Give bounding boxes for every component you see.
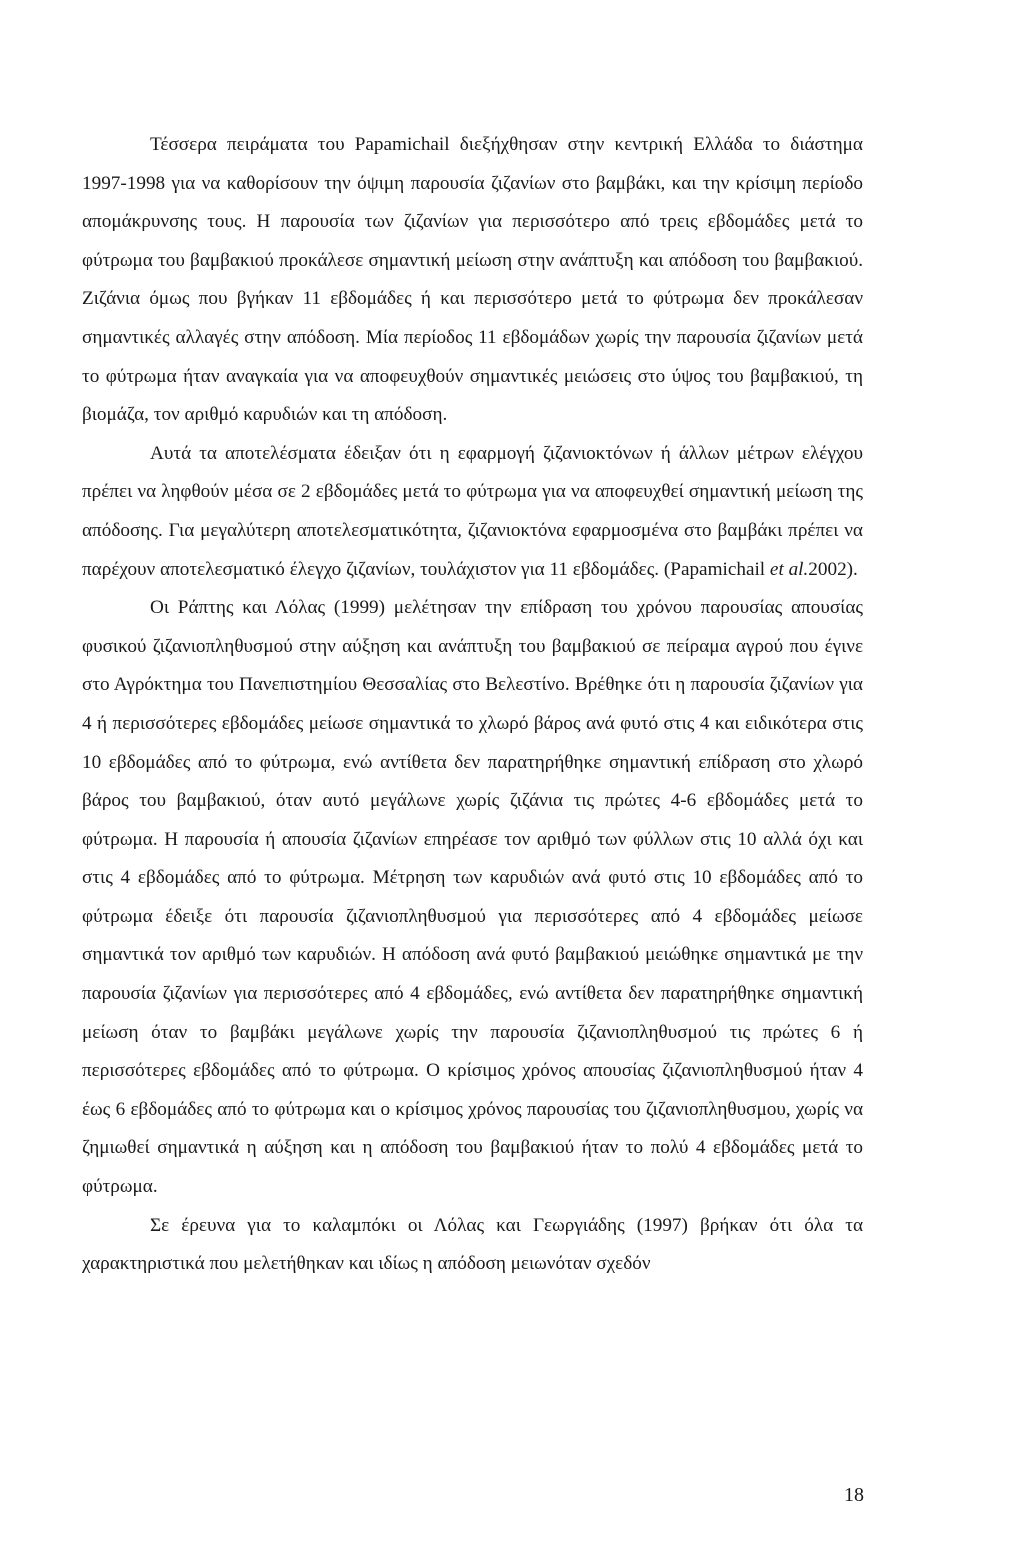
paragraph-text: Οι Ράπτης και Λόλας (1999) μελέτησαν την επίδραση του χρόνου παρουσίας απουσίας φυσικού ζιζανιοπληθυσμού στην αύξηση και ανάπτυξη του βαμβακιού σε πείραμα αγρού που έγινε στο Αγρόκτημα του Πανεπιστημίου Θεσσαλίας στο Βελεστίνο. Βρέθηκε ότι η παρουσία ζιζανίων για 4 ή περισσότερες εβδομάδες μείωσε σημαντικά το χλωρό βάρος ανά φυτό στις 4 και ειδικότερα στις 10 εβδομάδες από το φύτρωμα, ενώ αντίθετα δεν παρατηρήθηκε σημαντική επίδραση στο χλωρό βάρος του βαμβακιού, όταν αυτό μεγάλωνε χωρίς ζιζάνια τις πρώτες 4-6 εβδομάδες μετά το φύτρωμα. Η παρουσία ή απουσία ζιζανίων επηρέασε τον αριθμό των φύλλων στις 10 αλλά όχι και στις 4 εβδομάδες από το φύτρωμα. Μέτρηση των καρυδιών ανά φυτό στις 10 εβδομάδες από το φύτρωμα έδειξε ότι παρουσία ζιζανιοπληθυσμού για περισσότερες από 4 εβδομάδες μείωσε σημαντικά τον αριθμό των καρυδιών. Η απόδοση ανά φυτό βαμβακιού μειώθηκε σημαντικά με την παρουσία ζιζανίων για περισσότερες από 4 εβδομάδες, ενώ αντίθετα δεν παρατηρήθηκε σημαντική μείωση όταν το βαμβάκι μεγάλωνε χωρίς την παρουσία ζιζανιοπληθυσμού τις πρώτες 6 ή περισσότερες εβδομάδες από το φύτρωμα. Ο κρίσιμος χρόνος απουσίας ζιζανιοπληθυσμού ήταν 4 έως 6 εβδομάδες από το φύτρωμα και ο κρίσιμος χρόνος παρουσίας του ζιζανιοπληθυσμου, χωρίς να ζημιωθεί σημαντικά η αύξηση και η απόδοση του βαμβακιού ήταν το πολύ 4 εβδομάδες μετά το φύτρωμα. xyxy=(82,597,863,1198)
paragraph-text: Σε έρευνα για το καλαμπόκι οι Λόλας και Γεωργιάδης (1997) βρήκαν ότι όλα τα χαρακτηριστικά που μελετήθηκαν και ιδίως η απόδοση μειωνόταν σχεδόν xyxy=(82,1214,863,1275)
page-number: 18 xyxy=(844,1484,864,1506)
paragraph-herbicide-results xyxy=(82,435,863,589)
citation-year: 2002). xyxy=(808,558,858,580)
citation-italic: et al. xyxy=(769,558,809,580)
paragraph-corn-research xyxy=(82,1207,863,1284)
page-body xyxy=(82,126,863,1284)
paragraph-text: Τέσσερα πειράματα του Papamichail διεξήχθησαν στην κεντρική Ελλάδα το διάστημα 1997-1998 για να καθορίσουν την όψιμη παρουσία ζιζανίων στο βαμβάκι, και την κρίσιμη περίοδο απομάκρυνσης τους. Η παρουσία των ζιζανίων για περισσότερο από τρεις εβδομάδες μετά το φύτρωμα του βαμβακιού προκάλεσε σημαντική μείωση στην ανάπτυξη και απόδοση του βαμβακιού. Ζιζάνια όμως που βγήκαν 11 εβδομάδες ή και περισσότερο μετά το φύτρωμα δεν προκάλεσαν σημαντικές αλλαγές στην απόδοση. Μία περίοδος 11 εβδομάδων χωρίς την παρουσία ζιζανίων μετά το φύτρωμα ήταν αναγκαία για να αποφευχθούν σημαντικές μειώσεις στο ύψος του βαμβακιού, τη βιομάζα, τον αριθμό καρυδιών και τη απόδοση. xyxy=(82,134,863,426)
paragraph-raptis-lolas-study xyxy=(82,589,863,1207)
paragraph-papamichail-experiments xyxy=(82,126,863,435)
paragraph-text: Αυτά τα αποτελέσματα έδειξαν ότι η εφαρμογή ζιζανιοκτόνων ή άλλων μέτρων ελέγχου πρέπει να ληφθούν μέσα σε 2 εβδομάδες μετά το φύτρωμα για να αποφευχθεί σημαντική μείωση της απόδοσης. Για μεγαλύτερη αποτελεσματικότητα, ζιζανιοκτόνα εφαρμοσμένα στο βαμβάκι πρέπει να παρέχουν αποτελεσματικό έλεγχο ζιζανίων, τουλάχιστον για 11 εβδομάδες. (Papamichail xyxy=(82,442,863,580)
